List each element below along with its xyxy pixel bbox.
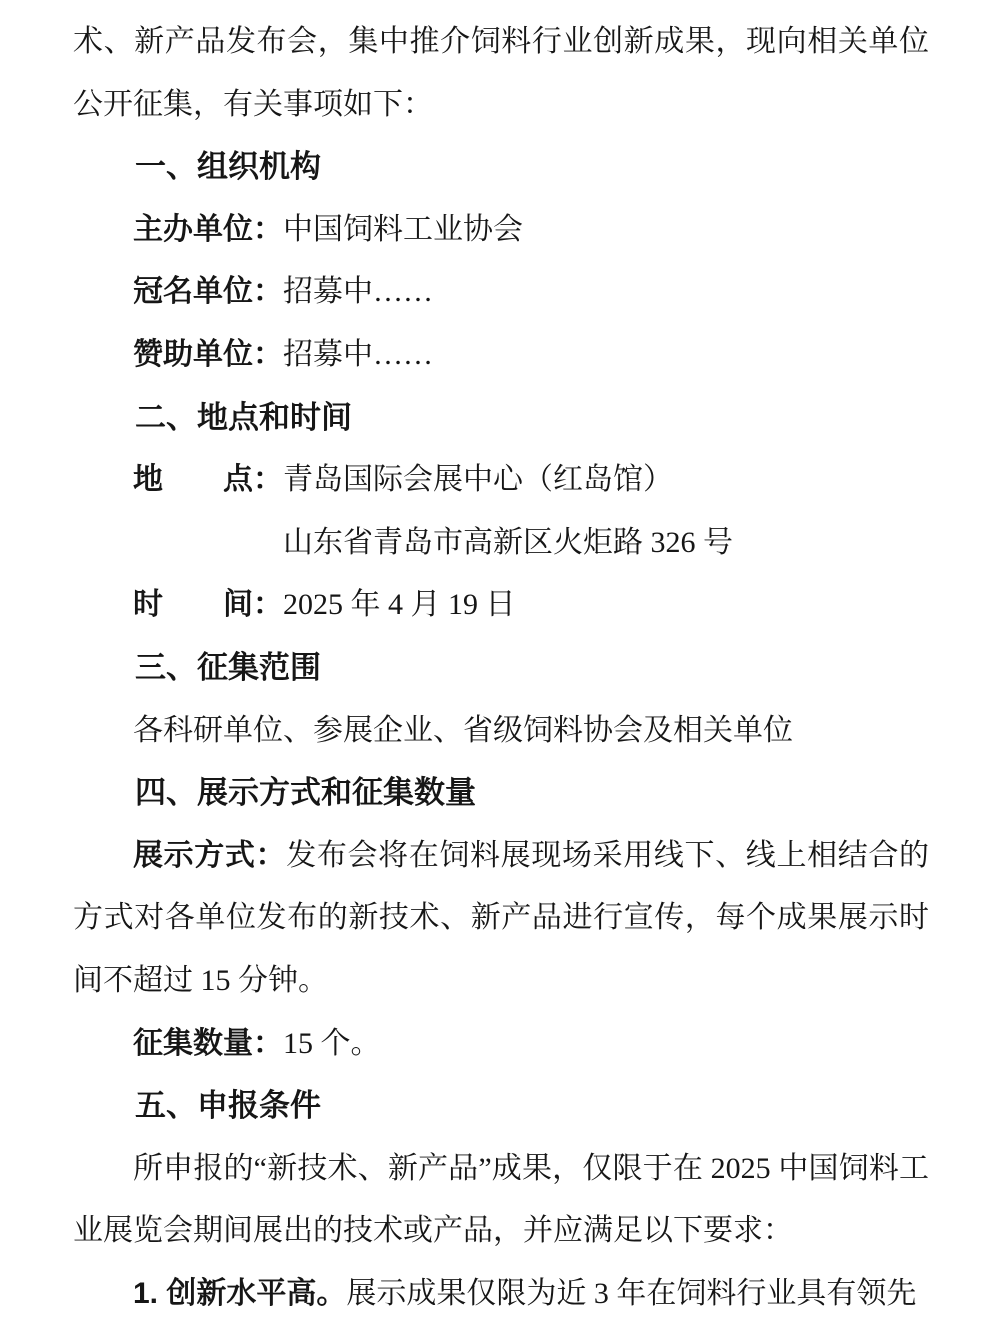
venue-address-line: 山东省青岛市高新区火炬路 326 号 <box>283 525 733 559</box>
scope-line: 各科研单位、参展企业、省级饲料协会及相关单位 <box>133 713 793 747</box>
section-2-heading: 二、地点和时间 <box>135 399 352 435</box>
section-3-heading: 三、征集范围 <box>135 649 321 685</box>
display-method-paragraph <box>73 825 929 1013</box>
time-line <box>73 574 929 637</box>
venue-value: 青岛国际会展中心（红岛馆） <box>283 463 673 497</box>
host-unit-value: 中国饲料工业协会 <box>283 212 523 246</box>
sponsor-unit-value: 招募中…… <box>283 337 433 371</box>
naming-unit-value: 招募中…… <box>283 275 433 309</box>
section-5-heading: 五、申报条件 <box>135 1088 321 1124</box>
time-label: 时 间： <box>133 588 283 622</box>
section-1-heading: 一、组织机构 <box>135 149 321 185</box>
display-method-text: 发布会将在饲料展现场采用线下、线上相结合的方式对各单位发布的新技术、新产品进行宣传，每个成果展示时间不超过 15 分钟。 <box>73 838 930 997</box>
sponsor-unit-line <box>73 324 929 387</box>
condition-item-1 <box>73 1263 929 1323</box>
quantity-label: 征集数量： <box>133 1026 283 1060</box>
host-unit-line <box>73 199 929 262</box>
quantity-value: 15 个。 <box>283 1026 381 1060</box>
venue-line <box>73 449 929 512</box>
condition-item-1-text: 展示成果仅限为近 3 年在饲料行业具有领先 <box>346 1276 917 1310</box>
display-method-label: 展示方式： <box>133 838 287 872</box>
naming-unit-label: 冠名单位： <box>133 275 283 309</box>
host-unit-label: 主办单位： <box>133 212 283 246</box>
condition-item-1-label: 1. 创新水平高。 <box>133 1276 347 1310</box>
venue-label: 地 点： <box>133 463 283 497</box>
naming-unit-line <box>73 261 929 324</box>
intro-paragraph: 术、新产品发布会，集中推介饲料行业创新成果，现向相关单位公开征集，有关事项如下： <box>73 25 929 121</box>
time-value: 2025 年 4 月 19 日 <box>283 588 516 622</box>
sponsor-unit-label: 赞助单位： <box>133 337 283 371</box>
section-4-heading: 四、展示方式和征集数量 <box>135 775 476 811</box>
conditions-intro-paragraph: 所申报的“新技术、新产品”成果，仅限于在 2025 中国饲料工业展览会期间展出的技术或产品，并应满足以下要求： <box>73 1151 929 1248</box>
quantity-line <box>73 1013 929 1076</box>
